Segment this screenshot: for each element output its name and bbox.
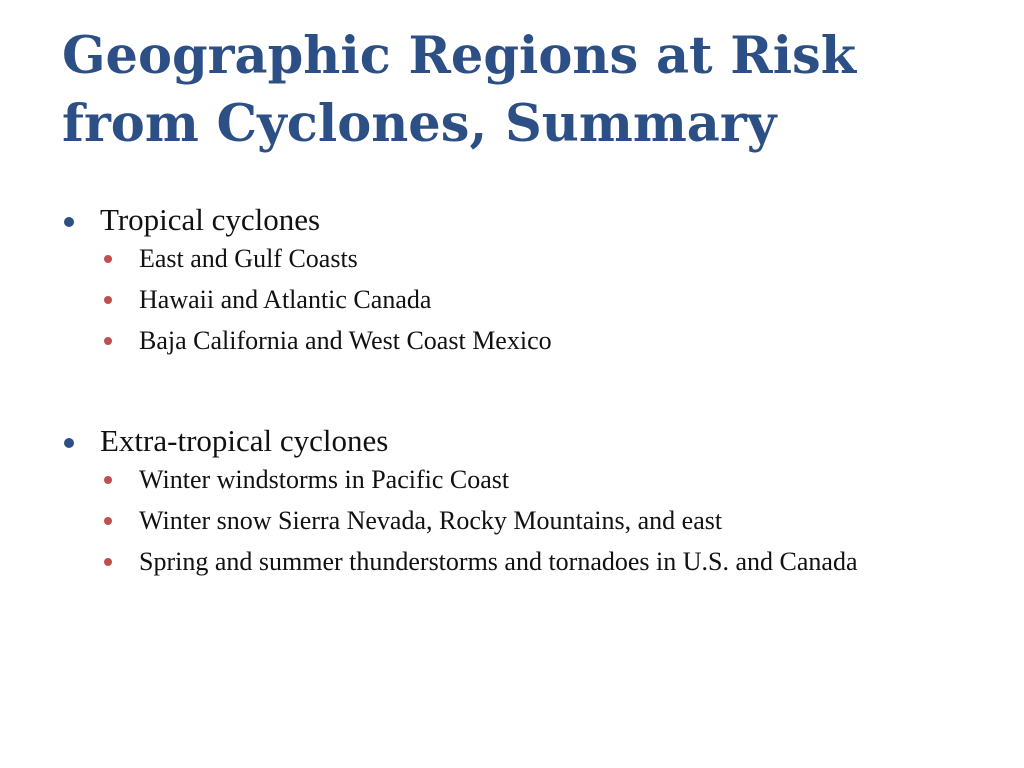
bullet-dot-icon	[64, 217, 74, 227]
sub-bullet-item	[0, 504, 939, 538]
bullet-heading: Tropical cyclones	[100, 202, 321, 237]
sub-bullet-item	[0, 545, 939, 579]
slide-title: Geographic Regions at Risk from Cyclones, Summary	[62, 26, 857, 154]
sub-bullet-item	[0, 283, 939, 317]
sub-bullet-text: East and Gulf Coasts	[139, 244, 358, 273]
sub-bullet-dot-icon	[104, 517, 112, 525]
sub-bullet-dot-icon	[104, 296, 112, 304]
bullet-dot-icon	[64, 438, 74, 448]
sub-bullet-text: Spring and summer thunderstorms and tornadoes in U.S. and Canada	[139, 547, 858, 576]
bullet-tropical-cyclones	[0, 200, 1024, 240]
sub-bullet-dot-icon	[104, 476, 112, 484]
sub-bullet-text: Hawaii and Atlantic Canada	[139, 285, 432, 314]
sub-bullet-dot-icon	[104, 255, 112, 263]
sub-bullet-item	[0, 324, 939, 358]
sub-bullet-dot-icon	[104, 337, 112, 345]
bullet-extra-tropical-cyclones	[0, 421, 1024, 461]
sub-bullet-list	[0, 242, 1024, 358]
bullet-group-extra-tropical	[0, 421, 1024, 586]
sub-bullet-text: Winter snow Sierra Nevada, Rocky Mountains, and east	[139, 506, 723, 535]
sub-bullet-item	[0, 463, 939, 497]
sub-bullet-text: Winter windstorms in Pacific Coast	[139, 465, 510, 494]
bullet-heading: Extra-tropical cyclones	[100, 423, 389, 458]
sub-bullet-list	[0, 463, 1024, 579]
sub-bullet-text: Baja California and West Coast Mexico	[139, 326, 552, 355]
bullet-group-tropical	[0, 200, 1024, 365]
sub-bullet-item	[0, 242, 939, 276]
sub-bullet-dot-icon	[104, 558, 112, 566]
